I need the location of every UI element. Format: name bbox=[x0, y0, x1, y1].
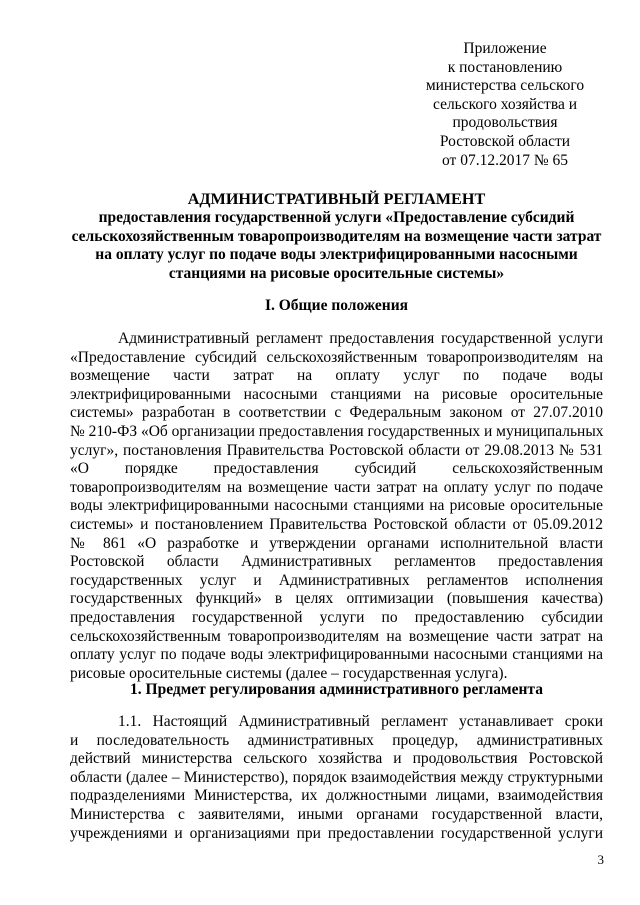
section-heading-general: I. Общие положения bbox=[264, 297, 409, 314]
paragraph-line: действий министерства сельского хозяйства и продовольствия Ростовской bbox=[70, 750, 603, 768]
appendix-line: министерства сельского bbox=[425, 77, 585, 95]
title-line: предоставления государственной услуги «Предоставление субсидий bbox=[98, 209, 575, 227]
paragraph-line: товаропроизводителям на возмещение части затрат на оплату услуг по подаче bbox=[70, 478, 603, 496]
paragraph-line: рисовые оросительные системы (далее – государственная услуга). bbox=[70, 664, 508, 682]
paragraph-line: 1.1. Настоящий Административный регламент устанавливает сроки bbox=[118, 713, 603, 730]
paragraph-line: предоставления государственной услуги по предоставлению субсидии bbox=[70, 608, 603, 626]
paragraph-line: области (далее – Министерство), порядок взаимодействия между структурными bbox=[70, 768, 603, 786]
paragraph-line: электрифицированными насосными станциями на рисовые оросительные bbox=[70, 385, 603, 403]
section-heading-subject: 1. Предмет регулирования административного регламента bbox=[130, 681, 543, 698]
appendix-line: продовольствия bbox=[452, 114, 558, 132]
title-line: станциями на рисовые оросительные системы» bbox=[168, 264, 505, 282]
paragraph-line: № 861 «О разработке и утверждении органами исполнительной власти bbox=[70, 534, 603, 552]
paragraph-subject bbox=[70, 713, 603, 843]
paragraph-line: учреждениями и организациями при предоставлении государственной услуги bbox=[70, 824, 603, 842]
title-line: на оплату услуг по подаче воды электрифицированными насосными bbox=[95, 246, 578, 264]
paragraph-line: Ростовской области Административных регламентов предоставления bbox=[70, 553, 603, 571]
paragraph-line: сельскохозяйственным товаропроизводителям на возмещение части затрат на bbox=[70, 627, 603, 645]
paragraph-line: системы» разработан в соответствии с Федеральным законом от 27.07.2010 bbox=[70, 404, 603, 422]
appendix-line: к постановлению bbox=[447, 58, 563, 76]
paragraph-line: оплату услуг по подаче воды электрифицированными насосными станциями на bbox=[70, 646, 603, 664]
paragraph-line: государственных услуг и Административных регламентов исполнения bbox=[70, 571, 603, 589]
page-number: 3 bbox=[597, 852, 604, 867]
paragraph-line: услуг», постановления Правительства Ростовской области от 29.08.2013 № 531 bbox=[70, 441, 603, 459]
paragraph-line: государственных функций» в целях оптимизации (повышения качества) bbox=[70, 590, 603, 608]
appendix-line: Ростовской области bbox=[439, 132, 571, 150]
paragraph-line: «Предоставление субсидий сельскохозяйственным товаропроизводителям на bbox=[70, 348, 603, 366]
paragraph-line: и последовательность административных процедур, административных bbox=[70, 731, 603, 749]
paragraph-general bbox=[70, 330, 603, 683]
paragraph-line: системы» и постановлением Правительства Ростовской области от 05.09.2012 bbox=[70, 515, 603, 533]
appendix-line: от 07.12.2017 № 65 bbox=[442, 151, 568, 169]
paragraph-line: подразделениями Министерства, их должностными лицами, взаимодействия bbox=[70, 787, 603, 805]
title-line: сельскохозяйственным товаропроизводителям на возмещение части затрат bbox=[71, 227, 602, 245]
paragraph-line: Министерства с заявителями, иными органами государственной власти, bbox=[70, 805, 603, 823]
paragraph-line: «О порядке предоставления субсидий сельскохозяйственным bbox=[70, 460, 603, 478]
title-main: АДМИНИСТРАТИВНЫЙ РЕГЛАМЕНТ bbox=[187, 190, 486, 208]
paragraph-line: № 210-ФЗ «Об организации предоставления государственных и муниципальных bbox=[70, 422, 604, 440]
paragraph-line: воды электрифицированными насосными станциями на рисовые оросительные bbox=[70, 497, 603, 515]
appendix-block bbox=[405, 40, 605, 170]
appendix-line: сельского хозяйства и bbox=[433, 95, 577, 113]
paragraph-line: Административный регламент предоставления государственной услуги bbox=[118, 330, 603, 347]
appendix-line: Приложение bbox=[463, 40, 547, 57]
document-title bbox=[70, 190, 603, 283]
paragraph-line: возмещение части затрат на оплату услуг по подаче воды bbox=[70, 367, 603, 385]
